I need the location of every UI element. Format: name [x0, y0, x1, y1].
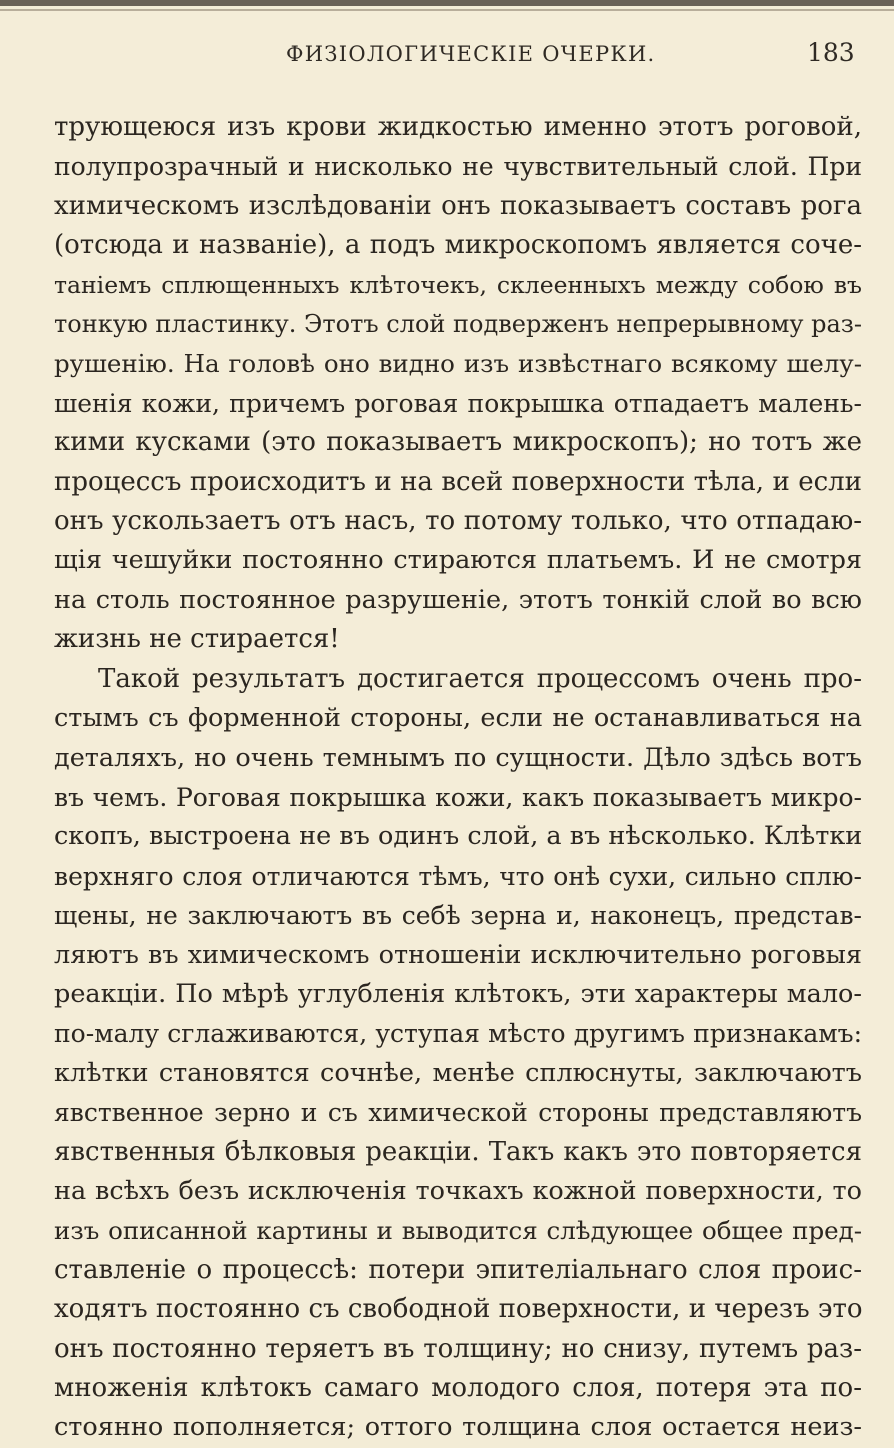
text-line: онъ ускользаетъ отъ насъ, то потому только, что отпадаю-	[54, 506, 862, 537]
text-line: явственное зерно и съ химической стороны представляютъ	[54, 1098, 862, 1128]
text-line: на всѣхъ безъ исключенія точкахъ кожной поверхности, то	[54, 1175, 862, 1206]
text-line: шенія кожи, причемъ роговая покрышка отпадаетъ малень-	[54, 388, 862, 418]
text-line: трующеюся изъ крови жидкостью именно этотъ роговой,	[54, 112, 862, 142]
text-line: кими кусками (это показываетъ микроскопъ); но тотъ же	[54, 427, 862, 458]
text-line: щены, не заключаютъ въ себѣ зерна и, наконецъ, представ-	[54, 901, 862, 931]
paragraph-1	[54, 108, 862, 660]
text-line: рушенію. На головѣ оно видно изъ извѣстнаго всякому шелу-	[54, 349, 862, 379]
text-line: ляютъ въ химическомъ отношеніи исключительно роговыя	[54, 939, 862, 970]
text-line: реакціи. По мѣрѣ углубленія клѣтокъ, эти характеры мало-	[54, 978, 862, 1009]
text-line: на столь постоянное разрушеніе, этотъ тонкій слой во всю	[54, 584, 862, 615]
text-line: жизнь не стирается!	[54, 624, 340, 655]
top-border-rule	[0, 0, 894, 6]
text-line: верхняго слоя отличаются тѣмъ, что онѣ сухи, сильно сплю-	[54, 861, 862, 891]
text-line: тонкую пластинку. Этотъ слой подверженъ непрерывному раз-	[54, 310, 862, 339]
text-line: (отсюда и названіе), а подъ микроскопомъ является соче-	[54, 230, 862, 261]
running-header	[0, 38, 894, 72]
text-line: щія чешуйки постоянно стираются платьемъ. И не смотря	[54, 545, 862, 576]
body-text	[54, 108, 862, 1448]
text-line: таніемъ сплющенныхъ клѣточекъ, склеенныхъ между собою въ	[54, 270, 862, 299]
running-title: ФИЗІОЛОГИЧЕСКІЕ ОЧЕРКИ.	[286, 42, 656, 66]
text-line: изъ описанной картины и выводится слѣдующее общее пред-	[54, 1216, 862, 1246]
text-line: скопъ, выстроена не въ одинъ слой, а въ нѣсколько. Клѣтки	[54, 821, 863, 852]
text-line: въ чемъ. Роговая покрышка кожи, какъ показываетъ микро-	[54, 782, 862, 812]
top-border-thin-rule	[0, 9, 894, 11]
text-line: химическомъ изслѣдованіи онъ показываетъ составъ рога	[54, 190, 862, 221]
paragraph-2	[54, 660, 862, 1448]
text-line: стоянно пополняется; оттого толщина слоя остается неиз-	[54, 1412, 862, 1443]
text-line: деталяхъ, но очень темнымъ по сущности. Дѣло здѣсь вотъ	[54, 742, 862, 773]
text-line: по-малу сглаживаются, уступая мѣсто другимъ признакамъ:	[54, 1019, 862, 1049]
text-line: полупрозрачный и нисколько не чувствительный слой. При	[54, 152, 862, 182]
text-line: процессъ происходитъ и на всей поверхности тѣла, и если	[54, 466, 862, 497]
text-line: клѣтки становятся сочнѣе, менѣе сплюснуты, заключаютъ	[54, 1057, 862, 1088]
text-line: Такой результатъ достигается процессомъ очень про-	[98, 663, 862, 694]
text-line: ставленіе о процессѣ: потери эпителіальнаго слоя проис-	[54, 1254, 862, 1285]
text-line: множенія клѣтокъ самаго молодого слоя, потеря эта по-	[54, 1373, 862, 1403]
text-line: явственныя бѣлковыя реакціи. Такъ какъ это повторяется	[54, 1136, 862, 1167]
text-line: онъ постоянно теряетъ въ толщину; но снизу, путемъ раз-	[54, 1333, 862, 1364]
text-line: ходятъ постоянно съ свободной поверхности, и черезъ это	[54, 1294, 863, 1325]
page-number: 183	[807, 38, 855, 67]
text-line: стымъ съ форменной стороны, если не останавливаться на	[54, 703, 862, 734]
